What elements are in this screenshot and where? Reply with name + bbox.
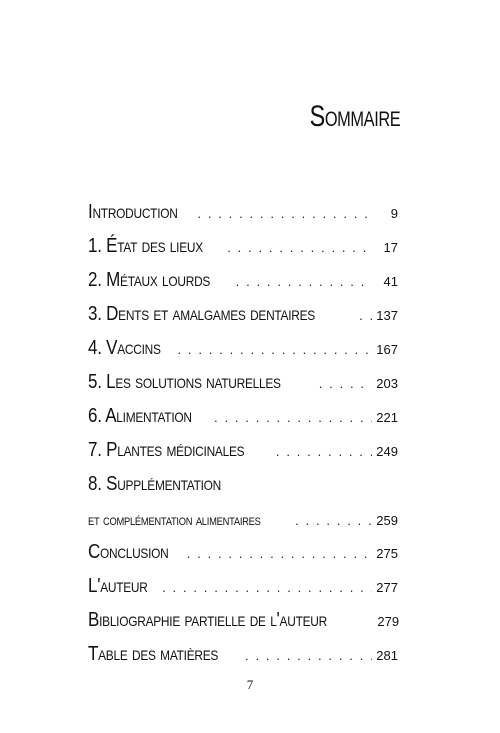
dot-leader bbox=[227, 240, 372, 255]
toc-entry-label: 4. Vaccins bbox=[88, 337, 161, 359]
toc-entry-alimentation bbox=[88, 402, 398, 436]
dot-leader bbox=[177, 342, 372, 357]
table-of-contents bbox=[88, 198, 398, 674]
toc-entry-label-continued: et complémentation alimentaires bbox=[88, 512, 261, 529]
toc-entry-dents bbox=[88, 300, 398, 334]
toc-entry-bibliographie bbox=[88, 606, 398, 640]
dot-leader bbox=[236, 274, 372, 289]
toc-entry-label: Introduction bbox=[88, 201, 178, 223]
dot-leader bbox=[162, 580, 372, 595]
toc-entry-page: 249 bbox=[376, 444, 398, 459]
page-number: 7 bbox=[246, 677, 254, 692]
toc-entry-metaux-lourds bbox=[88, 266, 398, 300]
toc-entry-label: 6. Alimentation bbox=[88, 405, 192, 427]
dot-leader bbox=[319, 376, 372, 391]
dot-leader bbox=[197, 206, 372, 221]
toc-entry-label: L'auteur bbox=[88, 575, 148, 597]
toc-entry-page: 41 bbox=[383, 274, 398, 289]
toc-entry-auteur bbox=[88, 572, 398, 606]
toc-entry-page: 137 bbox=[376, 308, 398, 323]
toc-entry-label: Table des matières bbox=[88, 643, 219, 665]
toc-entry-solutions-naturelles bbox=[88, 368, 398, 402]
dot-leader bbox=[187, 546, 372, 561]
page-title: Sommaire bbox=[309, 100, 400, 133]
toc-entry-page: 277 bbox=[376, 580, 398, 595]
toc-entry-label: Conclusion bbox=[88, 541, 169, 563]
toc-entry-label: 2. Métaux lourds bbox=[88, 269, 211, 291]
toc-entry-page: 281 bbox=[376, 648, 398, 663]
toc-entry-etat-des-lieux bbox=[88, 232, 398, 266]
toc-entry-conclusion bbox=[88, 538, 398, 572]
toc-entry-label: Bibliographie partielle de l'auteur bbox=[88, 609, 327, 631]
dot-leader bbox=[276, 444, 372, 459]
toc-entry-label: 8. Supplémentation bbox=[88, 473, 221, 495]
toc-entry-label: 7. Plantes médicinales bbox=[88, 439, 245, 461]
dot-leader bbox=[245, 648, 372, 663]
toc-entry-page: 9 bbox=[390, 206, 398, 221]
toc-entry-page: 221 bbox=[376, 410, 398, 425]
toc-entry-supplementation bbox=[88, 470, 398, 538]
toc-entry-label: 3. Dents et amalgames dentaires bbox=[88, 303, 316, 325]
toc-entry-page: 167 bbox=[376, 342, 398, 357]
dot-leader bbox=[295, 513, 372, 528]
dot-leader bbox=[214, 410, 372, 425]
toc-entry-introduction bbox=[88, 198, 398, 232]
toc-entry-page: 259 bbox=[376, 513, 398, 528]
toc-entry-plantes-medicinales bbox=[88, 436, 398, 470]
toc-entry-page: 203 bbox=[376, 376, 398, 391]
toc-entry-label: 1. État des lieux bbox=[88, 235, 203, 257]
toc-entry-page: 279 bbox=[377, 614, 400, 629]
toc-entry-vaccins bbox=[88, 334, 398, 368]
toc-entry-page: 17 bbox=[383, 240, 398, 255]
dot-leader bbox=[359, 308, 372, 323]
toc-entry-label: 5. Les solutions naturelles bbox=[88, 371, 281, 393]
toc-entry-page: 275 bbox=[376, 546, 398, 561]
toc-entry-table-des-matieres bbox=[88, 640, 398, 674]
